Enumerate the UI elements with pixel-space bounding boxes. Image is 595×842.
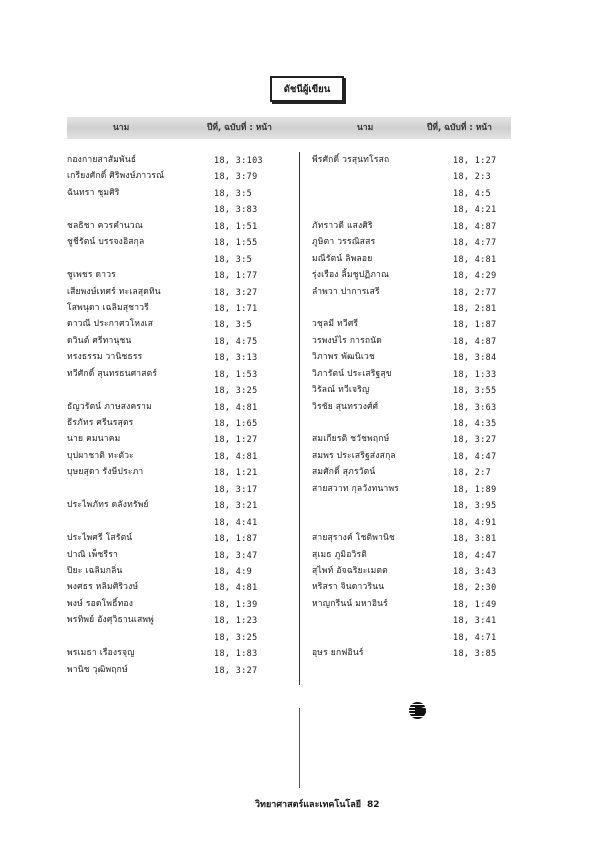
issue-page-ref: 18, 4:87 <box>453 220 497 231</box>
issue-page-ref: 18, 2:3 <box>453 171 492 182</box>
author-name: วิภาพร พัฒนิเวช <box>312 352 375 363</box>
index-row <box>312 563 522 579</box>
index-row <box>312 497 522 513</box>
author-name: ธัญวรัตน์ ภาษสงคราม <box>67 401 152 412</box>
index-row <box>312 464 522 480</box>
author-name: ธีรภัทร ศรีนรสุตร <box>67 418 134 428</box>
author-name: โสพนุดา เฉลิมสุชาวรี <box>67 302 149 313</box>
header-left-ref: ปีที่, ฉบับที่ : หน้า <box>207 123 272 133</box>
index-row <box>312 431 522 447</box>
issue-page-ref: 18, 1:23 <box>214 615 258 626</box>
issue-page-ref: 18, 4:5 <box>453 187 492 198</box>
author-name: พีรศักดิ์ วรสุนทโรสถ <box>312 155 390 165</box>
index-row <box>67 168 297 184</box>
index-row <box>312 382 522 398</box>
author-name: ภูษิตา วรรณิสสร <box>312 237 376 248</box>
index-row <box>67 152 297 168</box>
issue-page-ref: 18, 1:51 <box>214 220 258 231</box>
index-row <box>67 514 297 530</box>
index-row <box>312 448 522 464</box>
author-name: สายสวาท กุลวังทนาพร <box>312 483 400 494</box>
issue-page-ref: 18, 4:81 <box>214 582 258 593</box>
index-row <box>67 448 297 464</box>
author-name: บุษยสุดา รังษีประภา <box>67 467 144 478</box>
index-row <box>312 612 522 628</box>
issue-page-ref: 18, 4:9 <box>214 565 253 576</box>
author-name: ปาณิ เพ็ชรีรา <box>67 549 118 560</box>
author-name: สมศักดิ์ สุภรวัตน์ <box>312 467 376 478</box>
issue-page-ref: 18, 4:71 <box>453 631 497 642</box>
index-row <box>67 234 297 250</box>
author-name: อุษร ยกฟอินร์ <box>312 648 364 659</box>
issue-page-ref: 18, 3:85 <box>453 648 497 659</box>
issue-page-ref: 18, 2:81 <box>453 302 497 313</box>
index-row <box>67 333 297 349</box>
index-row <box>67 284 297 300</box>
issue-page-ref: 18, 4:75 <box>214 335 258 346</box>
index-row <box>312 201 522 217</box>
author-name: บุปผาชาติ ทะตัวะ <box>67 450 134 461</box>
index-row <box>312 267 522 283</box>
index-row <box>67 563 297 579</box>
index-row <box>67 596 297 612</box>
issue-page-ref: 18, 3:13 <box>214 352 258 363</box>
author-name: สมเกียรติ ชวัชพฤกษ์ <box>312 434 390 445</box>
author-name: วิรชัย สุนทรวงศ์ศ์ <box>312 401 379 412</box>
index-row <box>67 530 297 546</box>
issue-page-ref: 18, 3:47 <box>214 549 258 560</box>
issue-page-ref: 18, 2:7 <box>453 467 492 478</box>
issue-page-ref: 18, 1:53 <box>214 368 258 379</box>
index-row <box>312 514 522 530</box>
header-left-name: นาม <box>113 123 130 133</box>
author-name: พรเมธา เรืองรจุญ <box>67 648 135 659</box>
footer-journal-name: วิทยาศาสตร์และเทคโนโลยี <box>255 800 362 810</box>
index-row <box>312 316 522 332</box>
index-row <box>312 596 522 612</box>
author-name: ประไพศรี โสรัตน์ <box>67 533 133 544</box>
issue-page-ref: 18, 1:27 <box>214 434 258 445</box>
author-name: ภัทราวดี แสงศิริ <box>312 220 373 231</box>
index-row <box>67 431 297 447</box>
issue-page-ref: 18, 4:29 <box>453 270 497 281</box>
issue-page-ref: 18, 1:87 <box>453 319 497 330</box>
index-row <box>67 366 297 382</box>
issue-page-ref: 18, 3:95 <box>453 500 497 511</box>
issue-page-ref: 18, 1:65 <box>214 418 258 428</box>
author-name: หาญกรีนน์ มหาอินร์ <box>312 598 388 609</box>
issue-page-ref: 18, 4:81 <box>453 253 497 264</box>
issue-page-ref: 18, 2:30 <box>453 582 497 593</box>
author-name: ลำพวา ปาการเสรี <box>312 286 380 297</box>
author-list-right <box>312 152 522 662</box>
index-row <box>312 218 522 234</box>
issue-page-ref: 18, 3:103 <box>214 155 263 165</box>
issue-page-ref: 18, 1:89 <box>453 483 497 494</box>
author-name: ทรงธรรม วานิชธรร <box>67 352 143 363</box>
author-name: สายสุรางค์ โชติพานิช <box>312 533 396 544</box>
index-row <box>312 579 522 595</box>
author-name: ฉันทรา ชุมศิริ <box>67 187 120 198</box>
issue-page-ref: 18, 1:83 <box>214 648 258 659</box>
issue-page-ref: 18, 3:63 <box>453 401 497 412</box>
author-name: วชุลมี ทวีศรี <box>312 319 359 330</box>
issue-page-ref: 18, 3:79 <box>214 171 258 182</box>
index-row <box>67 415 297 431</box>
author-name: หริสรา จินดาวรินน <box>312 582 385 593</box>
author-name: พงษ์ รอดโพธิ์ทอง <box>67 598 134 609</box>
issue-page-ref: 18, 4:21 <box>453 204 497 215</box>
issue-page-ref: 18, 3:25 <box>214 631 258 642</box>
index-row <box>67 579 297 595</box>
header-right-ref: ปีที่, ฉบับที่ : หน้า <box>427 123 492 133</box>
index-row <box>312 399 522 415</box>
issue-page-ref: 18, 1:71 <box>214 302 258 313</box>
author-name: วิภารัตน์ ประเสริฐสุข <box>312 368 392 379</box>
author-name: พรทิพย์ อังศุวิธานเสพพู่ <box>67 615 154 626</box>
issue-page-ref: 18, 3:55 <box>453 385 497 396</box>
issue-page-ref: 18, 3:41 <box>453 615 497 626</box>
author-name: เกรียงศักดิ์ ศิริพงษ์ภาวรณ์ <box>67 171 165 182</box>
index-row <box>312 349 522 365</box>
author-name: รุ่งเรือง ลิ้มชูปฏิภาณ <box>312 270 390 281</box>
issue-page-ref: 18, 2:77 <box>453 286 497 297</box>
page-footer <box>255 797 380 811</box>
author-name: มณีรัตน์ ลิพลอย <box>312 253 373 264</box>
author-name: ปิยะ เฉลิมกลิ่น <box>67 565 123 576</box>
header-right-name: นาม <box>357 123 374 133</box>
author-name: ชลธิชา ควรคำนวณ <box>67 220 143 231</box>
issue-page-ref: 18, 3:27 <box>453 434 497 445</box>
issue-page-ref: 18, 4:47 <box>453 450 497 461</box>
index-row <box>67 464 297 480</box>
index-row <box>67 645 297 661</box>
issue-page-ref: 18, 1:21 <box>214 467 258 478</box>
index-row <box>312 366 522 382</box>
author-name: วรพงษ์ไร การถนัด <box>312 335 382 346</box>
issue-page-ref: 18, 1:39 <box>214 598 258 609</box>
author-name: สุเมธ ภูมิอวิรติ <box>312 549 367 560</box>
index-row <box>312 547 522 563</box>
index-row <box>67 481 297 497</box>
issue-page-ref: 18, 3:81 <box>453 533 497 544</box>
issue-page-ref: 18, 3:83 <box>214 204 258 215</box>
index-row <box>312 645 522 661</box>
author-name: พงศธร หลิมศิริวงษ์ <box>67 582 139 593</box>
issue-page-ref: 18, 4:77 <box>453 237 497 248</box>
issue-page-ref: 18, 4:91 <box>453 516 497 527</box>
index-row <box>67 612 297 628</box>
issue-page-ref: 18, 3:25 <box>214 385 258 396</box>
index-row <box>67 497 297 513</box>
author-name: พานิช วุฒิพฤกษ์ <box>67 664 128 675</box>
index-row <box>312 300 522 316</box>
author-name: ทวีศักดิ์ สุนทรธนศาสตร์ <box>67 368 158 379</box>
index-row <box>312 415 522 431</box>
issue-page-ref: 18, 1:55 <box>214 237 258 248</box>
index-row <box>312 481 522 497</box>
index-row <box>312 168 522 184</box>
index-row <box>67 399 297 415</box>
issue-page-ref: 18, 3:5 <box>214 319 253 330</box>
index-row <box>67 316 297 332</box>
index-row <box>312 284 522 300</box>
page-title: ดัชนีผู้เขียน <box>270 76 344 102</box>
issue-page-ref: 18, 1:77 <box>214 270 258 281</box>
issue-page-ref: 18, 1:27 <box>453 155 497 165</box>
index-row <box>67 662 297 678</box>
index-row <box>312 629 522 645</box>
index-row <box>312 333 522 349</box>
index-row <box>312 185 522 201</box>
author-name: นาย คมนาคม <box>67 434 121 445</box>
index-row <box>312 152 522 168</box>
table-header <box>67 117 511 139</box>
index-row <box>67 267 297 283</box>
author-name: สุไพท์ อัจฉริยะเมตต <box>312 565 388 576</box>
index-row <box>67 251 297 267</box>
index-row <box>312 234 522 250</box>
issue-page-ref: 18, 4:47 <box>453 549 497 560</box>
author-name: สมพร ประเสริฐส่งสกุล <box>312 450 396 461</box>
issue-page-ref: 18, 3:5 <box>214 253 253 264</box>
index-row <box>67 201 297 217</box>
column-divider <box>299 152 300 685</box>
author-name: ดวินต์ ศรีทานุชน <box>67 335 132 346</box>
column-divider-lower <box>299 708 300 788</box>
index-row <box>67 547 297 563</box>
author-name: ดาวณี ประกาศวโหงเส <box>67 319 154 330</box>
issue-page-ref: 18, 4:81 <box>214 401 258 412</box>
author-list-left <box>67 152 297 678</box>
author-name: เสียพงษ์เทศร์ ทะเลสุดทิน <box>67 286 161 297</box>
issue-page-ref: 18, 4:35 <box>453 418 497 428</box>
issue-page-ref: 18, 3:84 <box>453 352 497 363</box>
author-name: ประไพภัทร ดลังทรัพย์ <box>67 500 149 511</box>
issue-page-ref: 18, 3:17 <box>214 483 258 494</box>
decorative-bullet-icon <box>409 702 426 719</box>
index-row <box>312 251 522 267</box>
author-name: ชูชีรัตน์ บรรจงอิสกุล <box>67 237 145 248</box>
author-name: วิรัลณ์ ทวีเจริญ <box>312 385 370 396</box>
index-row <box>67 218 297 234</box>
issue-page-ref: 18, 1:33 <box>453 368 497 379</box>
issue-page-ref: 18, 3:27 <box>214 286 258 297</box>
issue-page-ref: 18, 4:81 <box>214 450 258 461</box>
issue-page-ref: 18, 1:87 <box>214 533 258 544</box>
issue-page-ref: 18, 3:43 <box>453 565 497 576</box>
index-row <box>67 185 297 201</box>
issue-page-ref: 18, 1:49 <box>453 598 497 609</box>
index-row <box>67 349 297 365</box>
index-row <box>67 300 297 316</box>
page-number: 82 <box>367 800 380 810</box>
issue-page-ref: 18, 4:41 <box>214 516 258 527</box>
issue-page-ref: 18, 3:21 <box>214 500 258 511</box>
author-name: ชูเพชร ดาวร <box>67 270 116 281</box>
author-name: กองกายสาสัมพันธ์ <box>67 155 137 165</box>
index-row <box>67 629 297 645</box>
index-row <box>312 530 522 546</box>
issue-page-ref: 18, 4:87 <box>453 335 497 346</box>
index-row <box>67 382 297 398</box>
issue-page-ref: 18, 3:5 <box>214 187 253 198</box>
issue-page-ref: 18, 3:27 <box>214 664 258 675</box>
